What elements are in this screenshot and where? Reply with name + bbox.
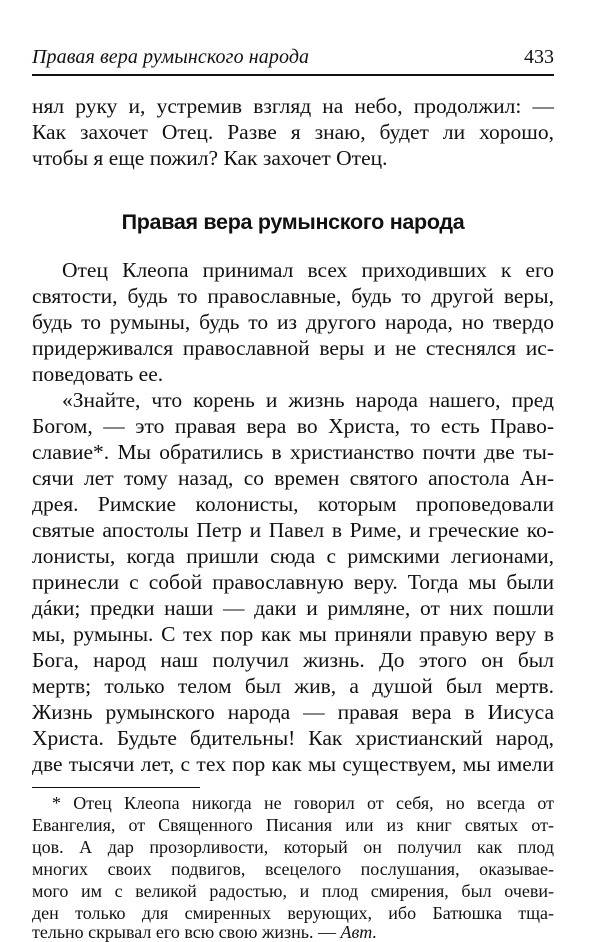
text-line: две тысячи лет, с тех пор как мы существуем, мы имели: [32, 752, 554, 776]
text-line: Отец Клеопа принимал всех приходивших к его: [62, 258, 554, 282]
page-number: 433: [524, 46, 554, 68]
text-line: дрея. Римские колонисты, которым проповедовали: [32, 492, 554, 516]
footnote-line: цов. А дар прозорливости, который он получил как плод: [32, 837, 554, 857]
text-line: мертв; только телом был жив, а душой был мертв.: [32, 674, 554, 698]
section-heading: Правая вера румынского народа: [121, 210, 465, 234]
text-line: Христа. Будьте бдительны! Как христианский народ,: [32, 726, 554, 750]
footnote-line: многих своих подвигов, всецелого послушания, оказывае-: [32, 859, 554, 879]
text-line: придерживался православной веры и не стеснялся ис-: [32, 336, 554, 360]
text-line: нял руку и, устремив взгляд на небо, продолжил: —: [32, 94, 554, 118]
text-line: будь то румыны, будь то из другого народа, но твердо: [32, 310, 554, 334]
text-line: Бога, народ наш получил жизнь. До этого он был: [32, 648, 554, 672]
text-line: поведовать ее.: [32, 362, 164, 386]
text-line: дáки; предки наши — даки и римляне, от них пошли: [32, 596, 554, 620]
text-line: лонисты, когда пришли сюда с римскими легионами,: [32, 544, 554, 568]
text-line: принесли с собой православную веру. Тогда мы были: [32, 570, 554, 594]
footnote-line: ден только для смиренных верующих, ибо Батюшка тща-: [32, 903, 554, 923]
footnote-line: мого им с великой радостью, и плод смирения, был очеви-: [32, 881, 554, 901]
text-line: славие*. Мы обратились в христианство почти две ты-: [32, 440, 554, 464]
footnote-last-line: [32, 924, 554, 940]
footnote-line: тельно скрывал его всю свою жизнь. —: [32, 922, 336, 942]
text-line: Богом, — это правая вера во Христа, то есть Право-: [32, 414, 554, 438]
running-header: [32, 40, 554, 76]
footnote-line: * Отец Клеопа никогда не говорил от себя, но всегда от: [52, 793, 554, 813]
footnote-line: Евангелия, от Священного Писания или из книг святых от-: [32, 815, 554, 835]
footnote-rule: [32, 787, 200, 788]
text-line: чтобы я еще пожил? Как захочет Отец.: [32, 146, 388, 170]
text-line: святые апостолы Петр и Павел в Риме, и греческие ко-: [32, 518, 554, 542]
running-title: Правая вера румынского народа: [32, 46, 310, 68]
text-line: «Знайте, что корень и жизнь народа нашего, пред: [62, 388, 554, 412]
text-line: святости, будь то православные, будь то другой веры,: [32, 284, 554, 308]
text-line: Жизнь румынского народа — правая вера в Иисуса: [32, 700, 554, 724]
text-line: сячи лет тому назад, со времен святого апостола Ан-: [32, 466, 554, 490]
author-mark: Авт.: [340, 922, 378, 942]
text-line: мы, румыны. С тех пор как мы приняли правую веру в: [32, 622, 554, 646]
text-line: Как захочет Отец. Разве я знаю, будет ли хорошо,: [32, 120, 554, 144]
